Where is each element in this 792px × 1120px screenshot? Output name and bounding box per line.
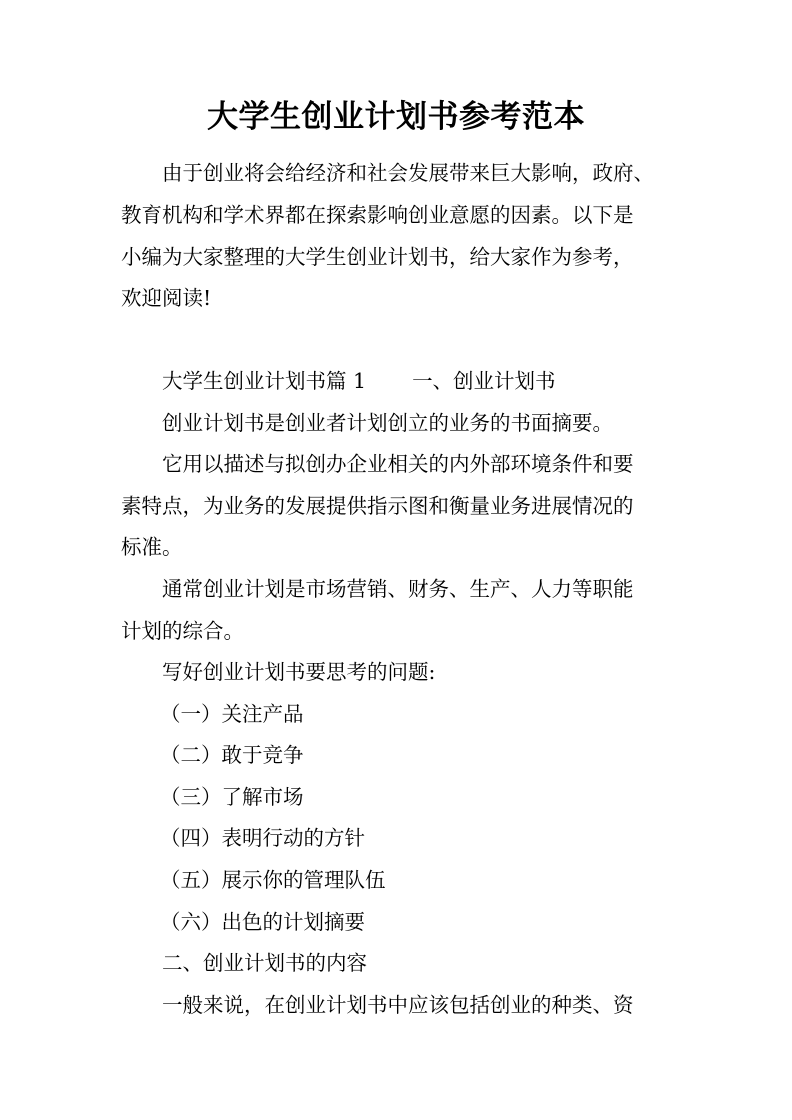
document-title: 大学生创业计划书参考范本 xyxy=(207,99,585,135)
purpose-line-3: 标准。 xyxy=(121,535,183,559)
purpose-line-2: 素特点，为业务的发展提供指示图和衡量业务进展情况的 xyxy=(121,494,634,518)
purpose-line-1: 它用以描述与拟创办企业相关的内外部环境条件和要 xyxy=(162,452,634,476)
section-heading-left: 大学生创业计划书篇 1 xyxy=(162,369,367,393)
content-heading: 二、创业计划书的内容 xyxy=(162,951,367,975)
question-item-6: （六）出色的计划摘要 xyxy=(160,910,365,934)
composition-line-2: 计划的综合。 xyxy=(121,619,244,643)
question-item-1: （一）关注产品 xyxy=(160,702,304,726)
question-item-4: （四）表明行动的方针 xyxy=(160,826,365,850)
intro-line-2: 教育机构和学术界都在探索影响创业意愿的因素。以下是 xyxy=(121,203,634,227)
question-item-3: （三）了解市场 xyxy=(160,785,304,809)
content-first-line: 一般来说，在创业计划书中应该包括创业的种类、资 xyxy=(162,993,634,1017)
questions-heading: 写好创业计划书要思考的问题: xyxy=(162,660,436,684)
section-heading xyxy=(162,361,722,403)
intro-line-3: 小编为大家整理的大学生创业计划书，给大家作为参考， xyxy=(121,245,634,269)
intro-full-text xyxy=(0,0,1,1)
question-item-2: （二）敢于竞争 xyxy=(160,743,304,767)
composition-line-1: 通常创业计划是市场营销、财务、生产、人力等职能 xyxy=(162,577,634,601)
intro-line-4: 欢迎阅读! xyxy=(121,286,212,310)
question-item-5: （五）展示你的管理队伍 xyxy=(160,868,386,892)
intro-line-1: 由于创业将会给经济和社会发展带来巨大影响，政府、 xyxy=(162,161,654,185)
definition-line: 创业计划书是创业者计划创立的业务的书面摘要。 xyxy=(162,411,613,435)
section-heading-right: 一、创业计划书 xyxy=(412,369,556,393)
